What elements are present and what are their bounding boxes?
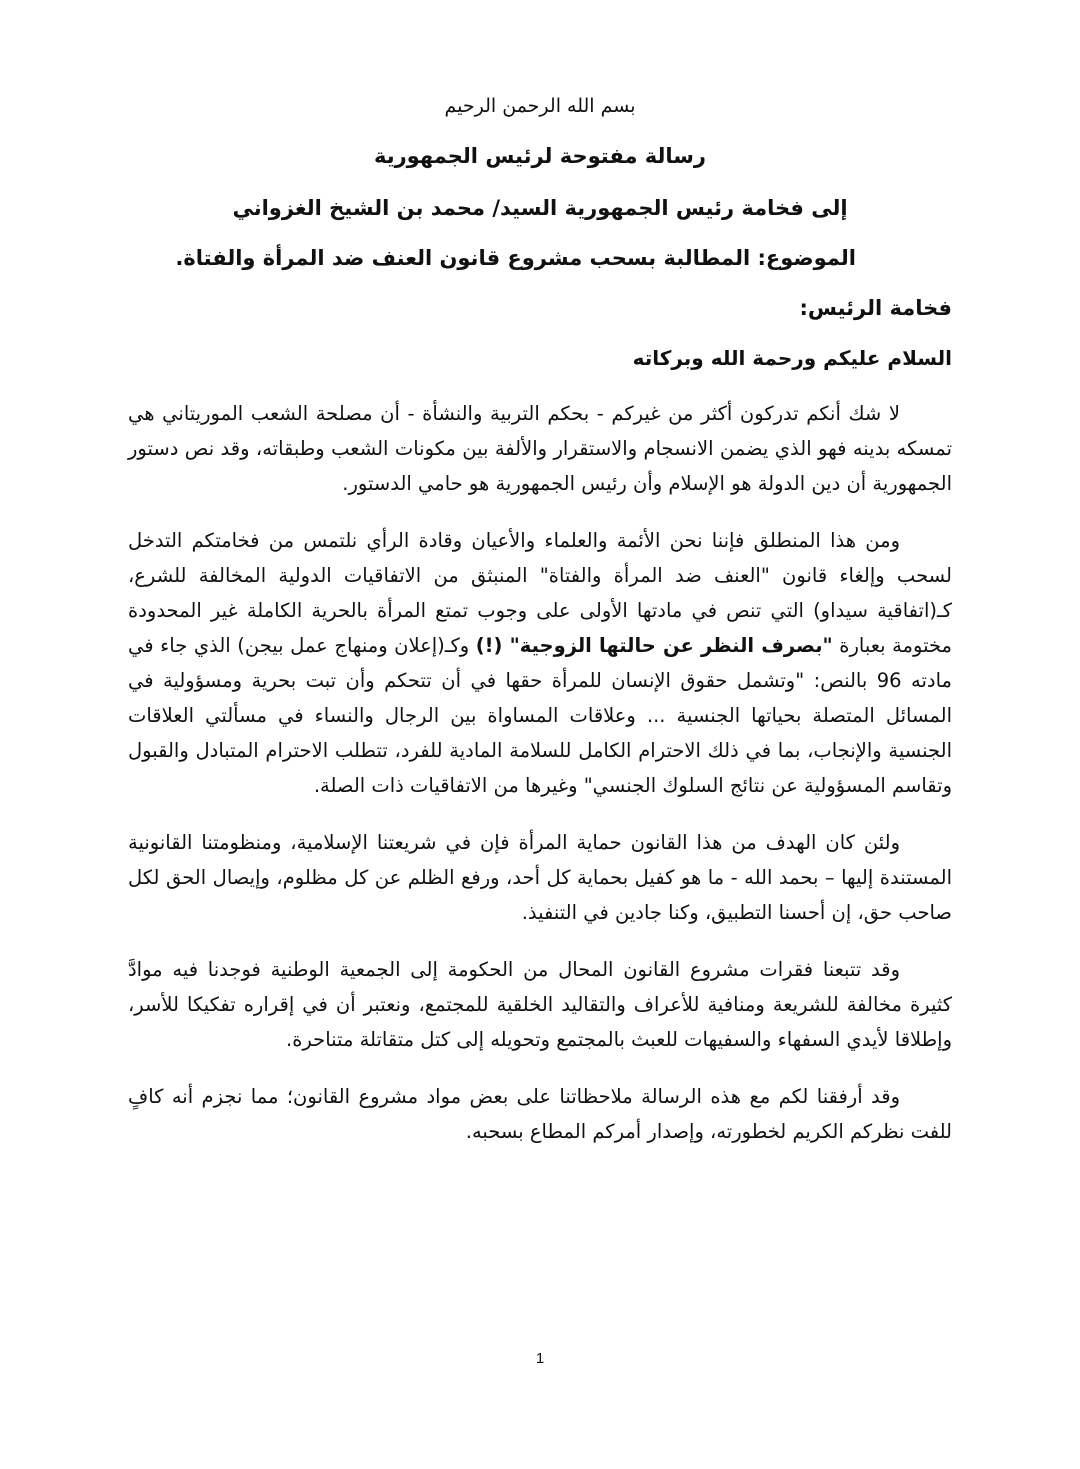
letter-body xyxy=(128,92,952,1171)
paragraph-5: وقد أرفقنا لكم مع هذه الرسالة ملاحظاتنا على بعض مواد مشروع القانون؛ مما نجزم أنه كافٍ للفت نظركم الكريم لخطورته، وإصدار أمركم المطاع بسحبه. xyxy=(128,1085,952,1143)
basmala: بسم الله الرحمن الرحيم xyxy=(444,95,636,117)
paragraph-2-emphasis: "بصرف النظر عن حالتها الزوجية" (!) xyxy=(475,634,833,657)
paragraph-3: ولئن كان الهدف من هذا القانون حماية المرأة فإن في شريعتنا الإسلامية، ومنظومتنا القانونية المستندة إليها – بحمد الله - ما هو كفيل بحماية كل أحد، ورفع الظلم عن كل مظلوم، وإيصال الحق لكل صاحب حق، إن أحسنا التطبيق، وكنا جادين في التنفيذ. xyxy=(128,831,952,924)
paragraph-2 xyxy=(128,523,952,803)
paragraph-2-part-2: وكـ(إعلان ومنهاج عمل بيجن) الذي جاء في مادته 96 بالنص: "وتشمل حقوق الإنسان للمرأة حقها في أن تتحكم وأن تبت بحرية ومسؤولية في المسائل المتصلة بحياتها الجنسية ... وعلاقات المساواة بين الرجال والنساء في مسألتي العلاقات الجنسية والإنجاب، بما في ذلك الاحترام الكامل للسلامة المادية للفرد، تتطلب الاحترام المتبادل والقبول وتقاسم المسؤولية عن نتائج السلوك الجنسي" وغيرها من الاتفاقيات ذات الصلة. xyxy=(128,634,953,797)
paragraph-1: لا شك أنكم تدركون أكثر من غيركم - بحكم التربية والنشأة - أن مصلحة الشعب الموريتاني هي تمسكه بدينه فهو الذي يضمن الانسجام والاستقرار والألفة بين مكونات الشعب وطبقاته، وقد نص دستور الجمهورية أن دين الدولة هو الإسلام وأن رئيس الجمهورية هو حامي الدستور. xyxy=(128,402,952,495)
greeting: السلام عليكم ورحمة الله وبركاته xyxy=(632,346,952,370)
page-number: 1 xyxy=(535,1350,545,1367)
subject-line: الموضوع: المطالبة بسحب مشروع قانون العنف ضد المرأة والفتاة. xyxy=(175,246,856,270)
letter-title: رسالة مفتوحة لرئيس الجمهورية xyxy=(373,144,707,168)
paragraph-2-part-1: ومن هذا المنطلق فإننا نحن الأئمة والعلماء والأعيان وقادة الرأي نلتمس من فخامتكم التدخل لسحب وإلغاء قانون "العنف ضد المرأة والفتاة" المنبثق من الاتفاقيات الدولية المخالفة للشرع، كـ(اتفاقية سيداو) التي تنص في مادتها الأولى على وجوب تمتع المرأة بالحرية الكاملة غير المحدودة مختومة بعبارة xyxy=(128,529,952,657)
paragraph-4: وقد تتبعنا فقرات مشروع القانون المحال من الحكومة إلى الجمعية الوطنية فوجدنا فيه موادَّ كثيرة مخالفة للشريعة ومنافية للأعراف والتقاليد الخلقية للمجتمع، ونعتبر أن في إقراره تفكيكا للأسر، وإطلاقا لأيدي السفهاء والسفيهات للعبث بالمجتمع وتحويله إلى كتل متقاتلة متناحرة. xyxy=(128,958,952,1051)
salutation: فخامة الرئيس: xyxy=(799,296,952,320)
addressee-line: إلى فخامة رئيس الجمهورية السيد/ محمد بن الشيخ الغزواني xyxy=(232,196,848,220)
